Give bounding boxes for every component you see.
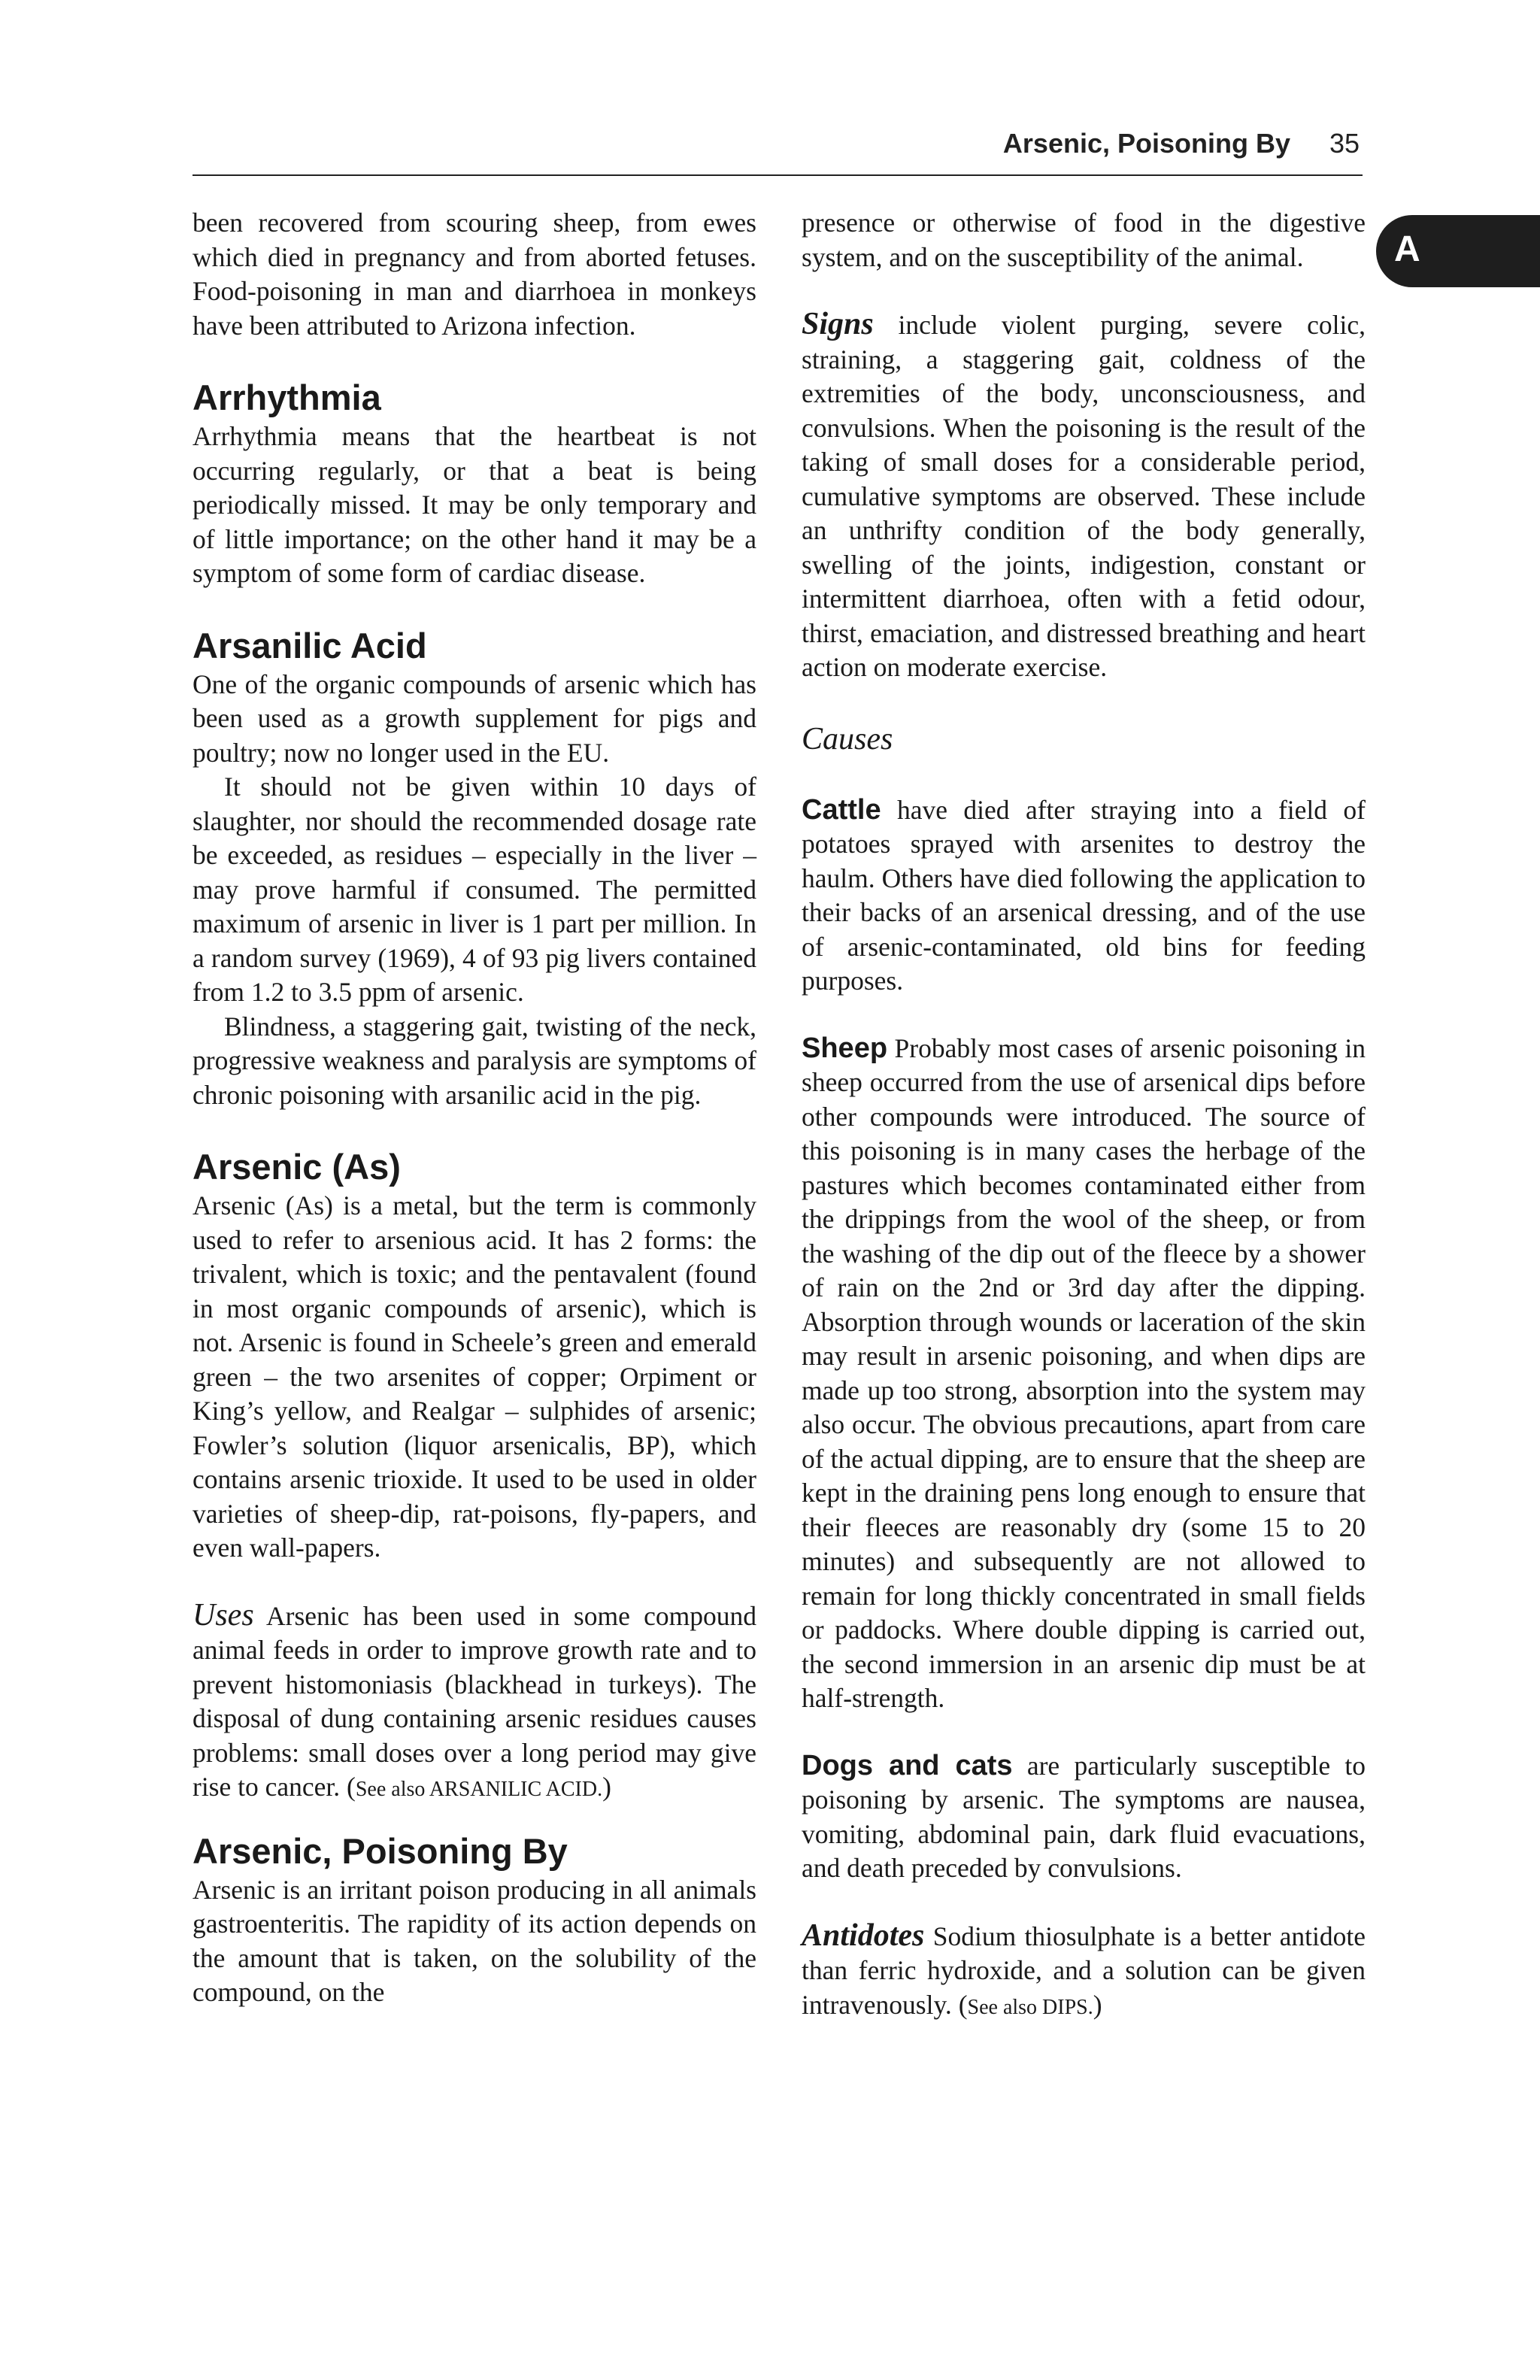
causes-heading: Causes [802,721,893,756]
cattle-paragraph [802,793,1366,999]
dogs-cats-paragraph [802,1749,1366,1886]
arsenic-poisoning-heading: Arsenic, Poisoning By [192,1830,568,1871]
uses-label: Uses [192,1597,254,1633]
running-header [192,128,1363,176]
cattle-text: have died after straying into a field of potatoes sprayed with arsenites to destroy the haulm. Others have died following the application to their backs of an arsenical dressing, and of the use of arsenic-contaminated, old bins for feeding purposes. [802,794,1366,996]
dogs-cats-text: are particularly susceptible to poisoning by arsenic. The symptoms are nausea, vomiting, abdominal pain, dark fluid evacuations, and death preceded by convulsions. [802,1750,1366,1883]
arsanilic-paragraph-2: It should not be given within 10 days of slaughter, nor should the recommended dosage rate be exceeded, as residues – especially in the liver – may prove harmful if consumed. The permitted maximum of arsenic in liver is 1 part per million. In a random survey (1969), 4 of 93 pig livers contained from 1.2 to 3.5 ppm of arsenic. [192,772,756,1007]
arsanilic-paragraph-3: Blindness, a staggering gait, twisting of the neck, progressive weakness and paralysis are symptoms of chronic poisoning with arsanilic acid in the pig. [192,1011,756,1110]
dogs-cats-label: Dogs and cats [802,1749,1013,1781]
uses-paragraph [192,1599,756,1807]
arsanilic-paragraph-1: One of the organic compounds of arsenic which has been used as a growth supplement for pigs and poultry; now no longer used in the EU. [192,669,756,768]
continued-paragraph: presence or otherwise of food in the digestive system, and on the susceptibility of the animal. [802,208,1366,272]
right-column [802,206,1366,2024]
antidotes-text: Sodium thiosulphate is a better antidote than ferric hydroxide, and a solution can be given intravenously. [802,1921,1366,2020]
running-header-title: Arsenic, Poisoning By [1002,128,1290,159]
antidotes-paragraph [802,1919,1366,2025]
arsenic-poisoning-text: Arsenic is an irritant poison producing in all animals gastroenteritis. The rapidity of its action depends on the amount that is taken, on the solubility of the compound, on the [192,1874,756,2007]
uses-text: Arsenic has been used in some compound animal feeds in order to improve growth rate and to prevent histomoniasis (blackhead in turkeys). The disposal of dung containing arsenic residues causes problems: small doses over a long period may give rise to cancer. [192,1600,756,1802]
arsenic-heading: Arsenic (As) [192,1147,401,1187]
left-column [192,206,756,2010]
cattle-label: Cattle [802,793,881,826]
thumb-index-letter: A [1394,229,1420,269]
signs-text: include violent purging, severe colic, straining, a staggering gait, coldness of the extremities of the body, unconsciousness, and convulsions. When the poisoning is the result of the taking of small doses for a considerable period, cumulative symptoms are observed. These include an unthrifty condition of the body generally, swelling of the joints, indigestion, constant or intermittent diarrhoea, often with a fetid odour, thirst, emaciation, and distressed breathing and heart action on moderate exercise. [802,310,1366,682]
arsanilic-acid-heading: Arsanilic Acid [192,625,427,665]
signs-label: Signs [802,307,874,341]
arrhythmia-heading: Arrhythmia [192,377,381,417]
thumb-index-tab [1376,215,1540,287]
uses-cross-reference: See also ARSANILIC ACID. [355,1778,603,1801]
antidotes-xref-close: ) [1093,1989,1102,2020]
sheep-text: Probably most cases of arsenic poisoning in sheep occurred from the use of arsenical dips before other compounds were introduced. The source of this poisoning is in many cases the herbage of the pastures which becomes contaminated either from the drippings from the wool of the sheep, or from the washing of the dip out of the fleece by a shower of rain on the 2nd or 3rd day after the dipping. Absorption through wounds or laceration of the skin may result in arsenic poisoning, and when dips are made up too strong, absorption into the system may also occur. The obvious precautions, apart from care of the actual dipping, are to ensure that the sheep are kept in the draining pens long enough to ensure that their fleeces are reasonably dry (some 15 to 20 minutes) and subsequently are not allowed to remain for long thickly concentrated in small fields or paddocks. Where double dipping is carried out, the second immersion in an arsenic dip must be at half-strength. [802,1032,1366,1713]
uses-xref-close: ) [602,1772,611,1802]
arsenic-text: Arsenic (As) is a metal, but the term is commonly used to refer to arsenious acid. It has 2 forms: the trivalent, which is toxic; and the pentavalent (found in most organic compounds of arsenic), which is not. Arsenic is found in Scheele’s green and emerald green – the two arsenites of copper; Orpiment or King’s yellow, and Realgar – sulphides of arsenic; Fowler’s solution (liquor arsenicalis, BP), which contains arsenic trioxide. It used to be used in older varieties of sheep-dip, rat-poisons, fly-papers, and even wall-papers. [192,1190,756,1563]
intro-paragraph: been recovered from scouring sheep, from ewes which died in pregnancy and from aborted fetuses. Food-poisoning in man and diarrhoea in monkeys have been attributed to Arizona infection. [192,208,756,341]
sheep-label: Sheep [802,1032,888,1064]
uses-xref-open: ( [347,1772,356,1802]
page-number: 35 [1329,128,1360,159]
arrhythmia-text: Arrhythmia means that the heartbeat is not occurring regularly, or that a beat is being periodically missed. It may be only temporary and of little importance; on the other hand it may be a symptom of some form of cardiac disease. [192,421,756,588]
signs-paragraph [802,308,1366,685]
sheep-paragraph [802,1032,1366,1716]
antidotes-label: Antidotes [802,1918,925,1953]
antidotes-cross-reference: See also DIPS. [967,1995,1093,2019]
antidotes-xref-open: ( [958,1989,968,2020]
